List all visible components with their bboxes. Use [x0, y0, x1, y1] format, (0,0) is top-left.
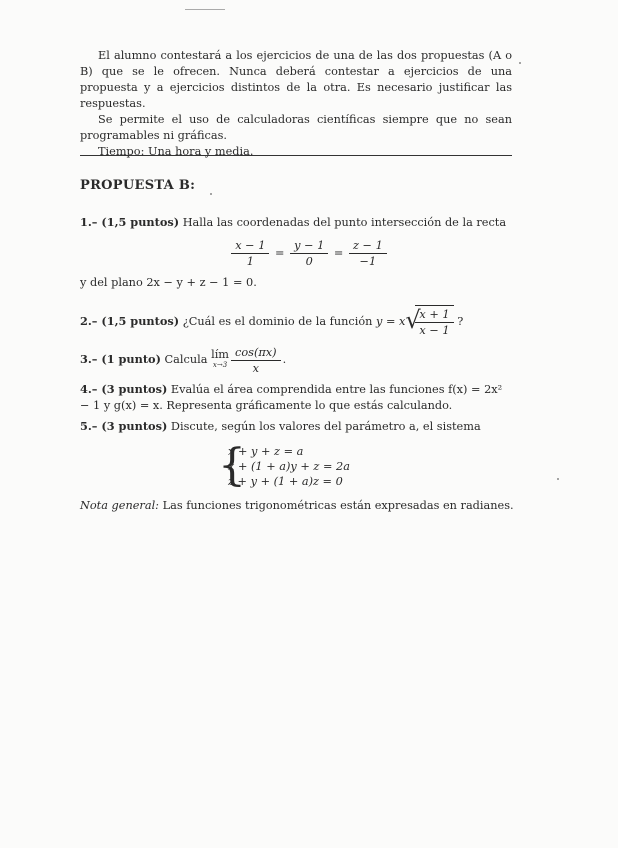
function-lhs: y = x: [376, 315, 406, 328]
fraction-y: [290, 238, 328, 269]
section-heading: PROPUESTA B:: [80, 178, 196, 193]
equals-sign: =: [333, 246, 344, 260]
general-note: [80, 499, 514, 512]
fraction-y-den: 0: [305, 255, 313, 268]
brace-icon: {: [218, 440, 246, 491]
equation-system: [218, 440, 350, 491]
sqrt-num: x + 1: [415, 307, 453, 323]
scan-mark: [557, 478, 559, 480]
question-end: ?: [457, 315, 464, 328]
note-label: Nota general:: [80, 499, 159, 512]
exercise-1-label: 1.– (1,5 puntos): [80, 215, 180, 229]
exercise-4-text: Evalúa el área comprendida entre las funciones f(x) = 2x² − 1 y g(x) = x. Representa gráficamente lo que estás calculando.: [80, 383, 503, 412]
exercise-1-text: Halla las coordenadas del punto intersección de la recta: [182, 216, 507, 229]
fraction-z-den: −1: [359, 255, 377, 268]
limit-den: x: [252, 361, 259, 375]
sqrt-den: x − 1: [419, 324, 450, 337]
line-equation: [0, 238, 618, 269]
exercise-4: [80, 381, 512, 414]
fraction-z-num: z − 1: [349, 238, 387, 254]
limit-word: lím: [211, 348, 230, 361]
exercise-2-text: ¿Cuál es el dominio de la función: [182, 315, 373, 328]
scan-mark: [210, 193, 212, 195]
fraction-x: [231, 238, 269, 269]
system-eq-1: x + y + z = a: [228, 445, 304, 458]
exercise-3-label: 3.– (1 punto): [80, 352, 161, 366]
fraction-z: [349, 238, 387, 269]
scan-mark: [185, 9, 225, 10]
exercise-4-label: 4.– (3 puntos): [80, 382, 168, 396]
limit-end: .: [282, 353, 287, 366]
limit-sub: x→3: [212, 361, 228, 369]
plane-equation: y del plano 2x − y + z − 1 = 0.: [80, 276, 257, 289]
note-text: Las funciones trigonométricas están expresadas en radianes.: [162, 499, 514, 512]
limit-num: cos(πx): [231, 345, 281, 361]
fraction-x-den: 1: [246, 255, 254, 268]
exercise-2-label: 2.– (1,5 puntos): [80, 314, 180, 328]
instructions-paragraph-1: El alumno contestará a los ejercicios de una de las dos propuestas (A o B) que se le ofrecen. Nunca deberá contestar a ejercicios de una propuesta y a ejercicios distintos de la otra. Es necesario justificar las respuestas.: [80, 49, 512, 110]
radical-icon: √: [405, 305, 421, 334]
system-eq-3: z + y + (1 + a)z = 0: [228, 475, 343, 488]
scan-mark: [519, 62, 521, 64]
limit-operator: [211, 349, 229, 371]
square-root: [405, 305, 453, 340]
system-eq-2: x + (1 + a)y + z = 2a: [228, 460, 350, 473]
exercise-5: [80, 418, 512, 435]
exercise-5-label: 5.– (3 puntos): [80, 419, 168, 433]
instructions-paragraph-2: Se permite el uso de calculadoras científicas siempre que no sean programables ni gráficas.: [80, 113, 512, 142]
exercise-5-text: Discute, según los valores del parámetro a, el sistema: [170, 420, 481, 433]
exercise-3: [80, 342, 512, 377]
divider: [80, 155, 512, 156]
fraction-x-num: x − 1: [231, 238, 269, 254]
instructions: [80, 48, 512, 160]
exercise-1: [80, 214, 512, 231]
equals-sign: =: [275, 246, 285, 260]
limit-fraction: [231, 345, 281, 376]
fraction-y-num: y − 1: [290, 238, 328, 254]
exercise-3-text: Calcula: [164, 353, 208, 366]
instructions-time: Tiempo: Una hora y media.: [98, 145, 254, 158]
exercise-2: [80, 304, 512, 340]
